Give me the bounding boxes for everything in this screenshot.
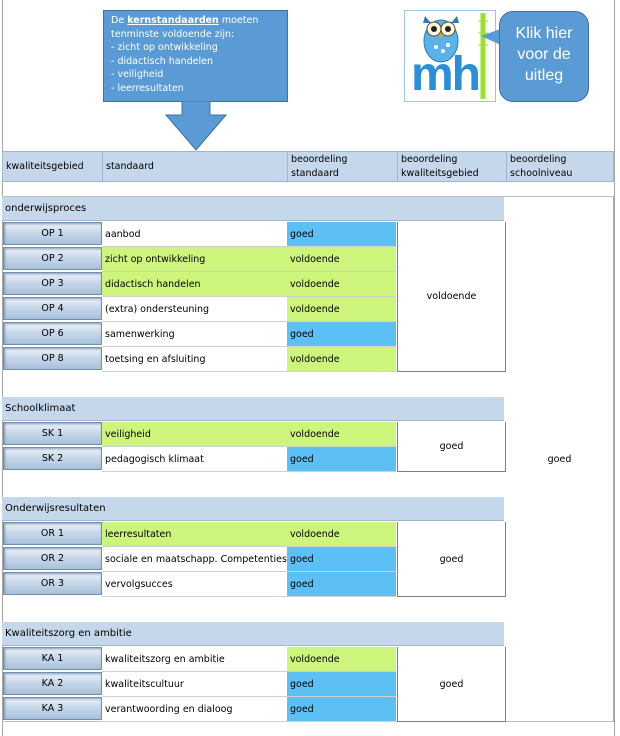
standard-cell: veiligheid [102,422,287,447]
sk2-button[interactable]: SK 2 [3,447,102,470]
rating-cell[interactable]: voldoende [287,347,396,372]
section-title: Onderwijsresultaten [2,497,504,521]
area-rating-cell: voldoende [397,222,506,372]
section-title: Kwaliteitszorg en ambitie [2,622,504,646]
ka3-button[interactable]: KA 3 [3,697,102,720]
standard-cell: aanbod [102,222,287,247]
rating-cell[interactable]: goed [287,672,396,697]
rating-cell[interactable]: voldoende [287,422,396,447]
callout-post: moeten tenminste voldoende zijn: [111,15,259,40]
ka2-button[interactable]: KA 2 [3,672,102,695]
rating-cell[interactable]: goed [287,572,396,597]
arrow-down-icon [164,101,228,151]
standard-cell: kwaliteitszorg en ambitie [102,647,287,672]
standard-cell: (extra) ondersteuning [102,297,287,322]
standard-cell: samenwerking [102,322,287,347]
callout-item: - didactisch handelen [111,55,214,67]
area-rating-cell: goed [397,522,506,597]
or3-button[interactable]: OR 3 [3,572,102,595]
area-rating-cell: goed [397,422,506,472]
help-button[interactable]: Klik hier voor de uitleg [499,11,589,102]
standard-cell: verantwoording en dialoog [102,697,287,722]
section-title: onderwijsproces [2,197,504,221]
callout-pre: De [111,15,128,26]
rating-cell[interactable]: goed [287,547,396,572]
op6-button[interactable]: OP 6 [3,322,102,345]
or1-button[interactable]: OR 1 [3,522,102,545]
callout-bold: kernstandaarden [127,15,219,26]
rating-cell[interactable]: voldoende [287,647,396,672]
ka1-button[interactable]: KA 1 [3,647,102,670]
sk1-button[interactable]: SK 1 [3,422,102,445]
or2-button[interactable]: OR 2 [3,547,102,570]
rating-cell[interactable]: voldoende [287,247,396,272]
op3-button[interactable]: OP 3 [3,272,102,295]
rating-cell[interactable]: goed [287,322,396,347]
standard-cell: leerresultaten [102,522,287,547]
op2-button[interactable]: OP 2 [3,247,102,270]
school-rating-cell: goed [506,197,614,722]
header-beoordeling-standaard: beoordeling standaard [287,151,397,182]
op8-button[interactable]: OP 8 [3,347,102,370]
op4-button[interactable]: OP 4 [3,297,102,320]
standard-cell: zicht op ontwikkeling [102,247,287,272]
rating-cell[interactable]: goed [287,447,396,472]
mh-logo [404,10,496,102]
header-beoordeling-schoolniveau: beoordeling schoolniveau [506,151,614,182]
logo-text: mh [411,48,479,101]
kernstandaarden-callout [103,10,288,102]
section-title: Schoolklimaat [2,397,504,421]
standard-cell: toetsing en afsluiting [102,347,287,372]
standard-cell: kwaliteitscultuur [102,672,287,697]
rating-cell[interactable]: voldoende [287,522,396,547]
callout-item: - veiligheid [111,69,164,80]
standard-cell: sociale en maatschapp. Competenties [102,547,287,572]
callout-item: - zicht op ontwikkeling [111,42,218,53]
standard-cell: didactisch handelen [102,272,287,297]
header-beoordeling-kwaliteitsgebied: beoordeling kwaliteitsgebied [397,151,506,182]
area-rating-cell: goed [397,647,506,722]
header-kwaliteitsgebied: kwaliteitsgebied [2,151,102,182]
rating-cell[interactable]: voldoende [287,272,396,297]
op1-button[interactable]: OP 1 [3,222,102,245]
header-standaard: standaard [102,151,287,182]
rating-cell[interactable]: goed [287,697,396,722]
rating-cell[interactable]: goed [287,222,396,247]
rating-cell[interactable]: voldoende [287,297,396,322]
callout-item: - leerresultaten [111,82,184,94]
standard-cell: pedagogisch klimaat [102,447,287,472]
sheet-right-border [614,0,615,736]
standard-cell: vervolgsucces [102,572,287,597]
